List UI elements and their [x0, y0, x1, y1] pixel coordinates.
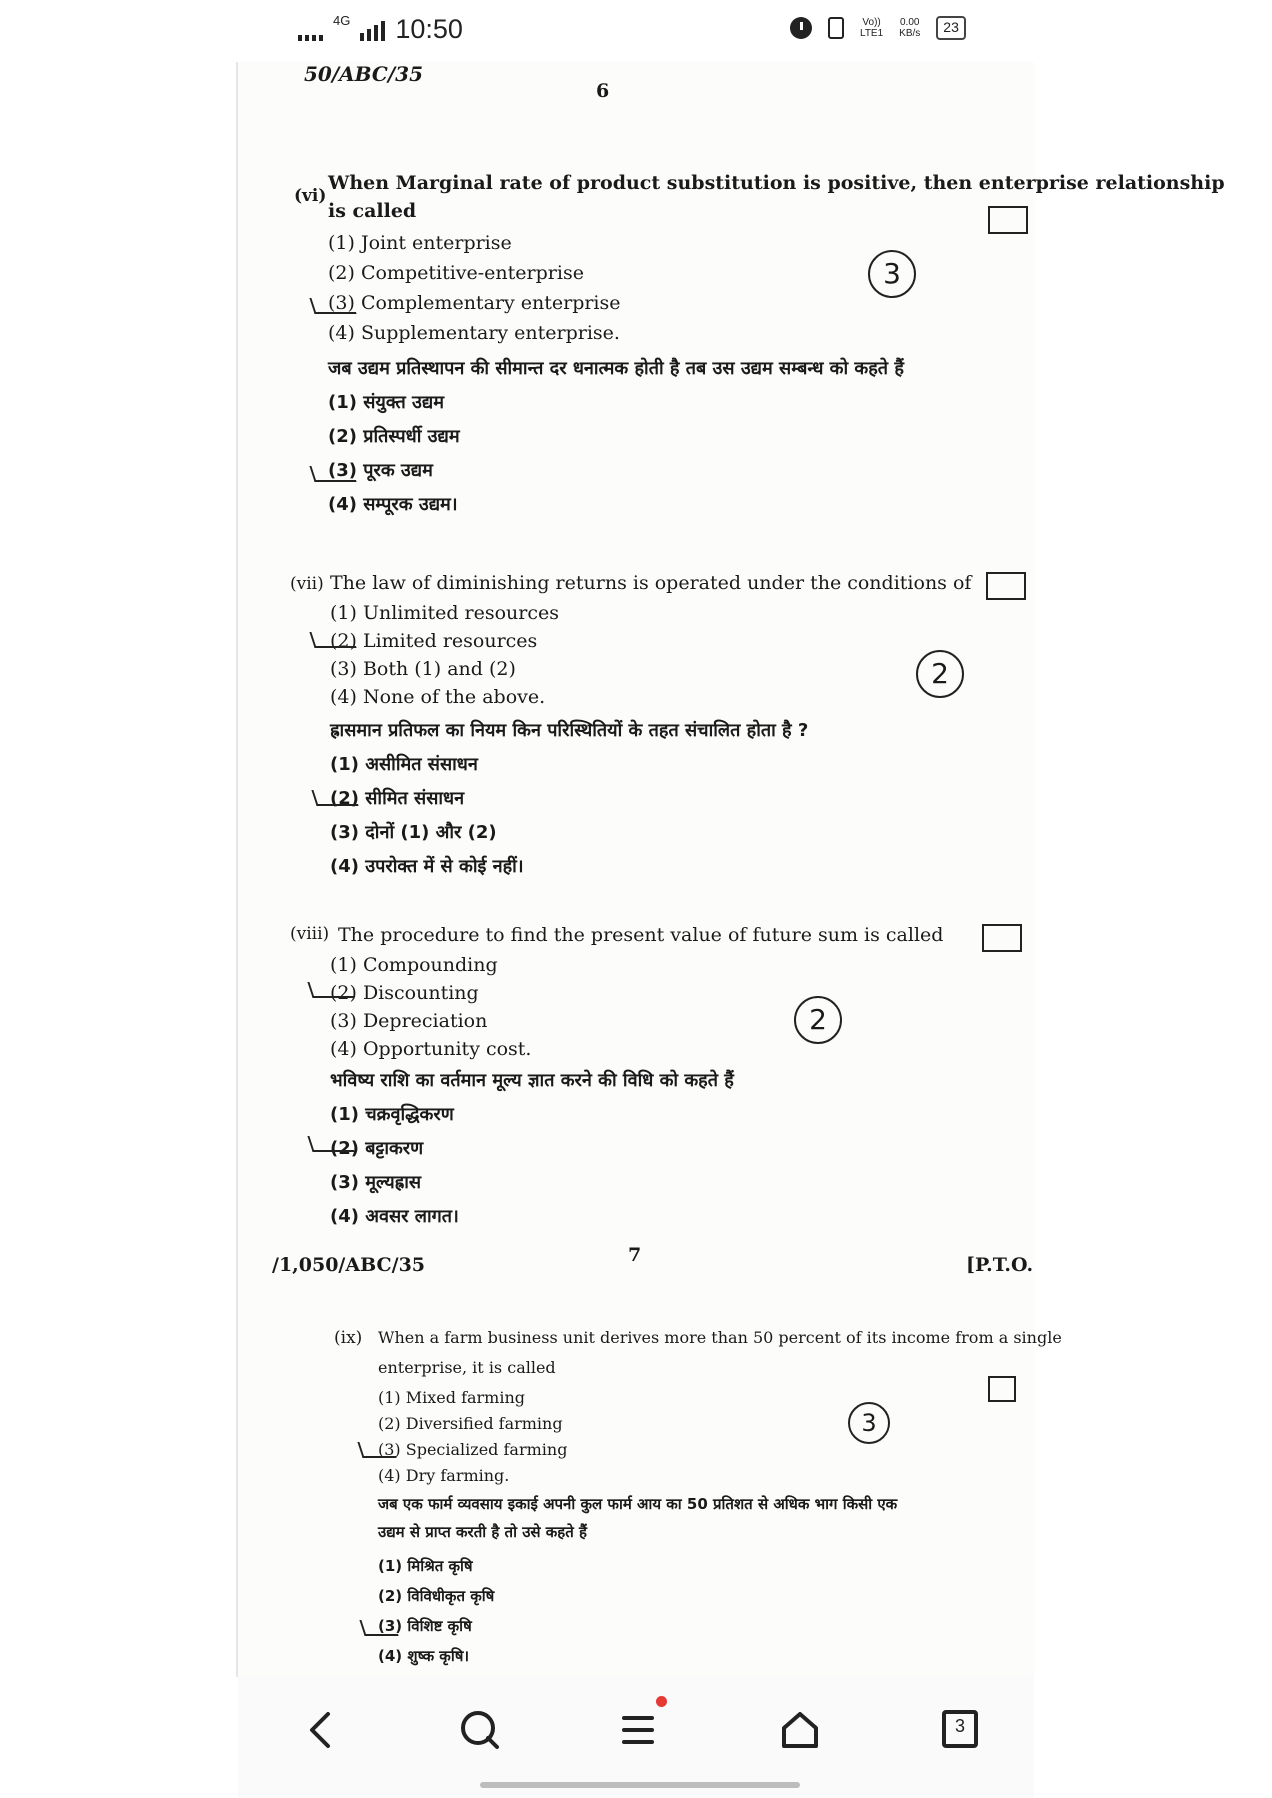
header-code: 50/ABC/35 — [304, 62, 423, 86]
hindi-option-4: (4) उपरोक्त में से कोई नहीं। — [330, 856, 524, 877]
question-number: (vii) — [290, 574, 324, 594]
hindi-option-1: (1) संयुक्त उद्यम — [328, 392, 444, 413]
search-icon — [450, 1700, 510, 1760]
hindi-option-3: (3) विशिष्ट कृषि — [378, 1617, 472, 1635]
option-2: (2) Discounting — [330, 982, 479, 1004]
tick-mark — [357, 1442, 396, 1458]
answer-box[interactable] — [988, 1376, 1016, 1402]
marked-answer: 3 — [848, 1402, 890, 1444]
hindi-option-1: (1) असीमित संसाधन — [330, 754, 478, 775]
question-text: When Marginal rate of product substitution is positive, then enterprise relationship — [328, 172, 1225, 194]
question-text: When a farm business unit derives more than 50 percent of its income from a single — [378, 1328, 1062, 1347]
hindi-option-2: (2) प्रतिस्पर्धी उद्यम — [328, 426, 460, 447]
hindi-question-cont: उद्यम से प्राप्त करती है तो उसे कहते हैं — [378, 1523, 587, 1541]
option-4: (4) Dry farming. — [378, 1466, 510, 1485]
option-4: (4) None of the above. — [330, 686, 546, 708]
option-1: (1) Joint enterprise — [328, 232, 512, 254]
hindi-option-3: (3) पूरक उद्यम — [328, 460, 433, 481]
answer-box[interactable] — [986, 572, 1026, 600]
menu-button[interactable] — [610, 1700, 670, 1760]
marked-answer: 2 — [794, 996, 842, 1044]
hindi-option-3: (3) मूल्यह्रास — [330, 1172, 422, 1193]
clock: 10:50 — [395, 14, 463, 44]
page-number-bottom: 7 — [628, 1244, 642, 1266]
tick-mark — [309, 298, 356, 314]
option-3: (3) Complementary enterprise — [328, 292, 621, 314]
question-number: (viii) — [290, 924, 330, 944]
hindi-question: ह्रासमान प्रतिफल का नियम किन परिस्थितियों के तहत संचालित होता है ? — [330, 720, 809, 741]
option-4: (4) Opportunity cost. — [330, 1038, 532, 1060]
hindi-option-2: (2) सीमित संसाधन — [330, 788, 465, 809]
battery-icon: 23 — [936, 16, 966, 40]
tick-mark — [311, 790, 358, 806]
question-text: The procedure to find the present value of future sum is called — [338, 924, 944, 946]
footer-code: /1,050/ABC/35 — [272, 1254, 426, 1276]
answer-box[interactable] — [982, 924, 1022, 952]
notification-dot — [656, 1696, 667, 1707]
vibrate-icon — [828, 17, 844, 39]
option-3: (3) Specialized farming — [378, 1440, 568, 1459]
marked-answer: 3 — [868, 250, 916, 298]
menu-icon — [610, 1700, 670, 1760]
question-number: (ix) — [334, 1328, 363, 1348]
option-4: (4) Supplementary enterprise. — [328, 322, 620, 344]
document-page — [238, 62, 1225, 1677]
back-icon — [290, 1700, 350, 1760]
signal-strength-icon — [360, 19, 385, 41]
option-1: (1) Mixed farming — [378, 1388, 526, 1407]
hindi-option-4: (4) सम्पूरक उद्यम। — [328, 494, 458, 515]
hindi-option-1: (1) चक्रवृद्धिकरण — [330, 1104, 454, 1125]
option-3: (3) Both (1) and (2) — [330, 658, 516, 680]
option-3: (3) Depreciation — [330, 1010, 488, 1032]
option-2: (2) Competitive-enterprise — [328, 262, 584, 284]
hindi-option-3: (3) दोनों (1) और (2) — [330, 822, 497, 843]
gesture-handle[interactable] — [480, 1782, 800, 1788]
pto-label: [P.T.O. — [966, 1254, 1034, 1276]
option-2: (2) Limited resources — [330, 630, 538, 652]
volte-indicator: Vo)) LTE1 — [860, 17, 884, 39]
option-1: (1) Compounding — [330, 954, 498, 976]
tick-mark — [307, 1136, 354, 1152]
status-bar — [0, 0, 1272, 64]
back-button[interactable] — [290, 1700, 350, 1760]
home-button[interactable] — [770, 1700, 830, 1760]
signal-icon — [298, 19, 323, 41]
tick-mark — [309, 466, 356, 482]
hindi-option-1: (1) मिश्रित कृषि — [378, 1557, 473, 1575]
question-number: (vi) — [294, 186, 327, 206]
page-number-top: 6 — [596, 80, 610, 102]
hindi-option-4: (4) अवसर लागत। — [330, 1206, 459, 1227]
tick-mark — [359, 1620, 398, 1636]
search-button[interactable] — [450, 1700, 510, 1760]
marked-answer: 2 — [916, 650, 964, 698]
tabs-count: 3 — [954, 1716, 965, 1736]
hindi-option-2: (2) बट्टाकरण — [330, 1138, 424, 1159]
hindi-option-2: (2) विविधीकृत कृषि — [378, 1587, 495, 1605]
tick-mark — [307, 982, 354, 998]
alarm-icon — [790, 17, 812, 39]
tick-mark — [309, 632, 356, 648]
hindi-question: जब उद्यम प्रतिस्थापन की सीमान्त दर धनात्मक होती है तब उस उद्यम सम्बन्ध को कहते हैं — [328, 358, 904, 379]
option-2: (2) Diversified farming — [378, 1414, 563, 1433]
question-text: The law of diminishing returns is operated under the conditions of — [330, 572, 972, 594]
network-type: 4G — [333, 13, 351, 28]
option-1: (1) Unlimited resources — [330, 602, 560, 624]
question-text-cont: is called — [328, 200, 417, 222]
hindi-question: जब एक फार्म व्यवसाय इकाई अपनी कुल फार्म आय का 50 प्रतिशत से अधिक भाग किसी एक — [378, 1495, 898, 1513]
answer-box[interactable] — [988, 206, 1028, 234]
hindi-option-4: (4) शुष्क कृषि। — [378, 1647, 470, 1665]
question-text-cont: enterprise, it is called — [378, 1358, 556, 1377]
tabs-button[interactable] — [930, 1700, 990, 1760]
network-speed: 0.00 KB/s — [899, 17, 921, 39]
hindi-question: भविष्य राशि का वर्तमान मूल्य ज्ञात करने की विधि को कहते हैं — [330, 1070, 734, 1091]
home-icon — [770, 1700, 830, 1760]
